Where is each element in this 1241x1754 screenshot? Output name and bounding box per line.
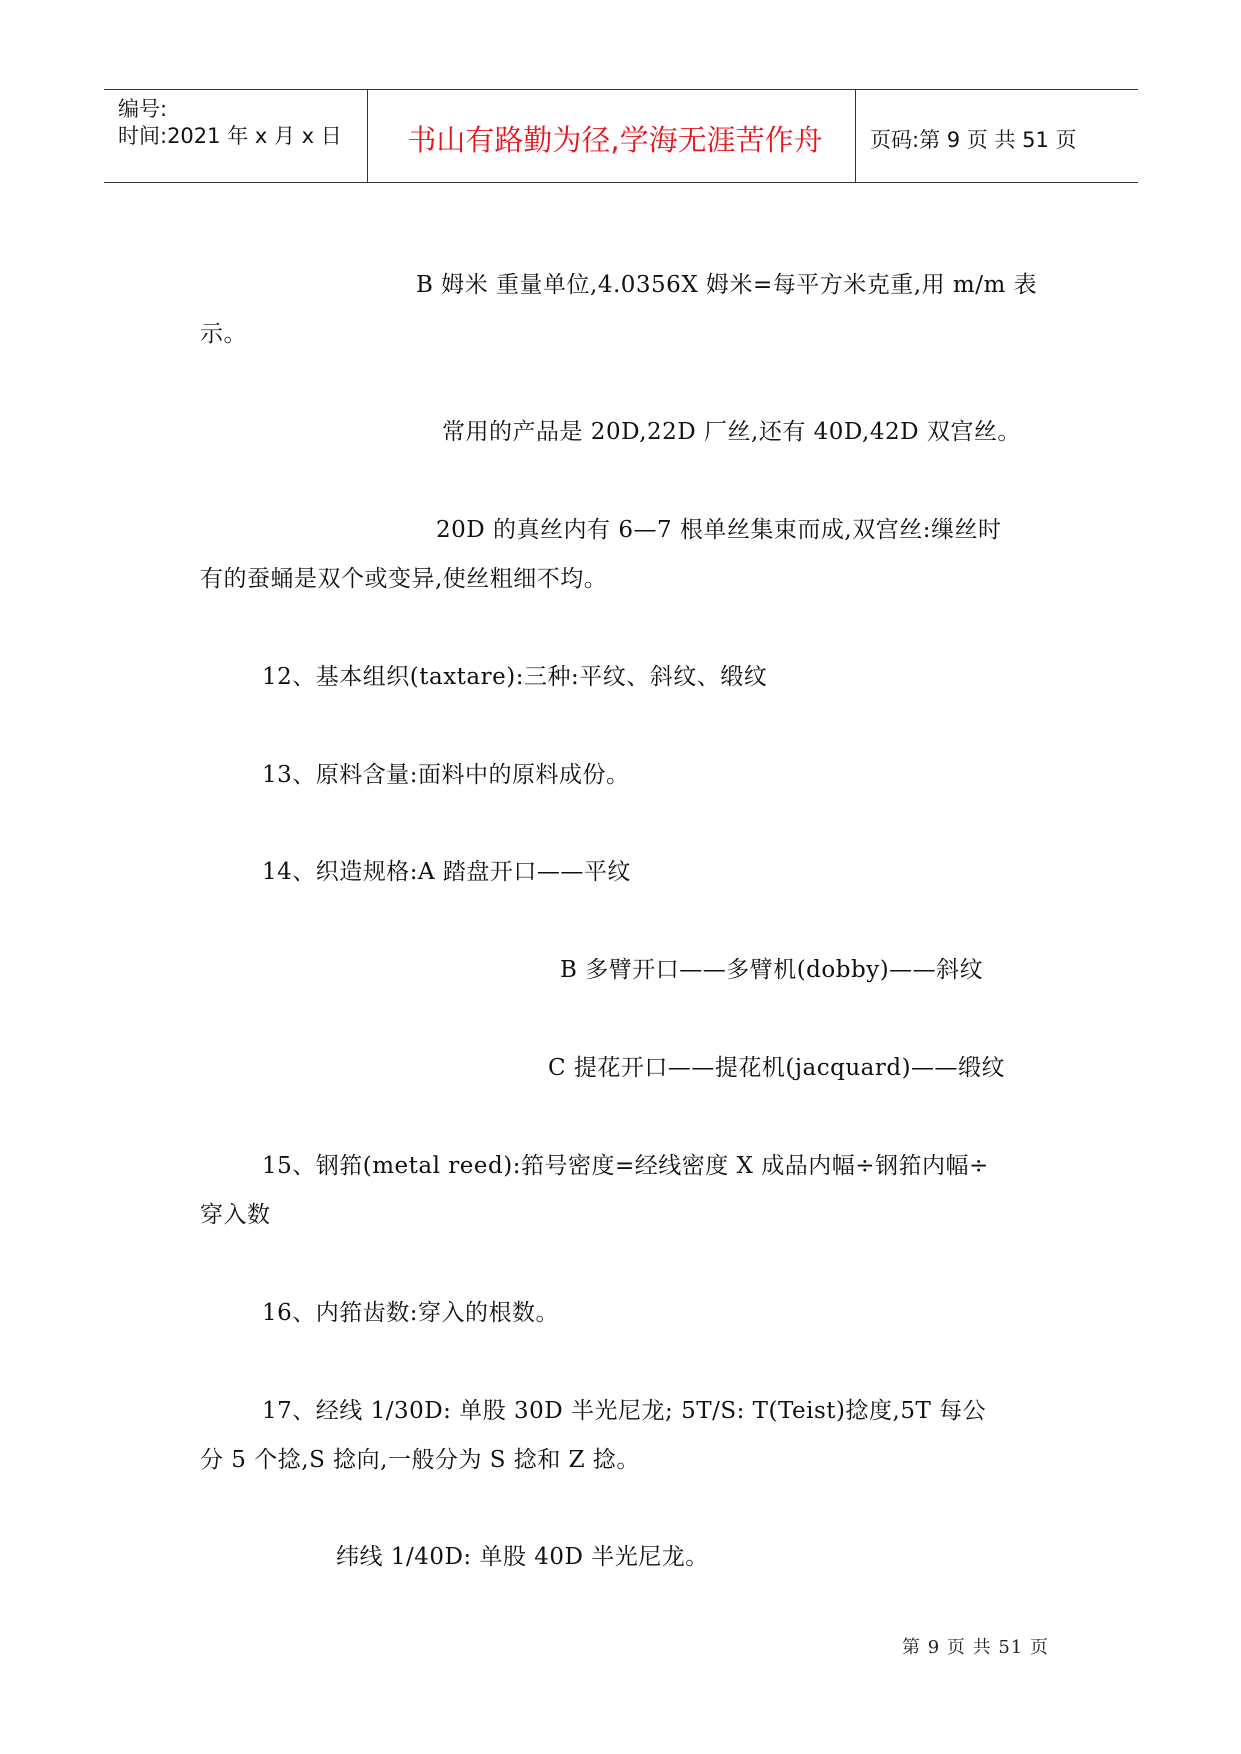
- item-16-reed-dents: 16、内筘齿数:穿入的根数。: [262, 1300, 560, 1326]
- paragraph-common-products: 常用的产品是 20D,22D 厂丝,还有 40D,42D 双宫丝。: [442, 419, 1021, 445]
- header-page-label: 页码:第 9 页 共 51 页: [870, 128, 1077, 152]
- paragraph-20d-silk-line1: 20D 的真丝内有 6—7 根单丝集束而成,双宫丝:缫丝时: [436, 517, 1002, 543]
- item-14-dobby: B 多臂开口——多臂机(dobby)——斜纹: [560, 957, 984, 983]
- item-14-jacquard: C 提花开口——提花机(jacquard)——缎纹: [548, 1055, 1006, 1081]
- item-14-weaving-spec: 14、织造规格:A 踏盘开口——平纹: [262, 859, 631, 885]
- paragraph-b-mommy-line2: 示。: [200, 321, 247, 347]
- item-12-basic-weave: 12、基本组织(taxtare):三种:平纹、斜纹、缎纹: [262, 664, 768, 690]
- paragraph-20d-silk-line2: 有的蚕蛹是双个或变异,使丝粗细不均。: [200, 566, 608, 592]
- item-15-reed-line1: 15、钢筘(metal reed):筘号密度=经线密度 X 成品内幅÷钢筘内幅÷: [262, 1153, 989, 1179]
- paragraph-b-mommy-line1: B 姆米 重量单位,4.0356X 姆米=每平方米克重,用 m/m 表: [416, 272, 1038, 298]
- item-17-warp-line2: 分 5 个捻,S 捻向,一般分为 S 捻和 Z 捻。: [200, 1447, 640, 1473]
- serial-number-label: 编号:: [118, 97, 168, 121]
- weft-yarn-line: 纬线 1/40D: 单股 40D 半光尼龙。: [336, 1544, 709, 1570]
- header-top-border: [104, 89, 1138, 90]
- header-motto: 书山有路勤为径,学海无涯苦作舟: [407, 123, 823, 157]
- item-17-warp-line1: 17、经线 1/30D: 单股 30D 半光尼龙; 5T/S: T(Teist)捻度,5T 每公: [262, 1398, 987, 1424]
- item-15-reed-line2: 穿入数: [200, 1202, 271, 1228]
- time-label: 时间:2021 年 x 月 x 日: [118, 124, 342, 148]
- item-13-material-content: 13、原料含量:面料中的原料成份。: [262, 762, 630, 788]
- header-bottom-border: [104, 182, 1138, 183]
- header-divider-left: [367, 90, 368, 183]
- footer-page-number: 第 9 页 共 51 页: [902, 1637, 1049, 1658]
